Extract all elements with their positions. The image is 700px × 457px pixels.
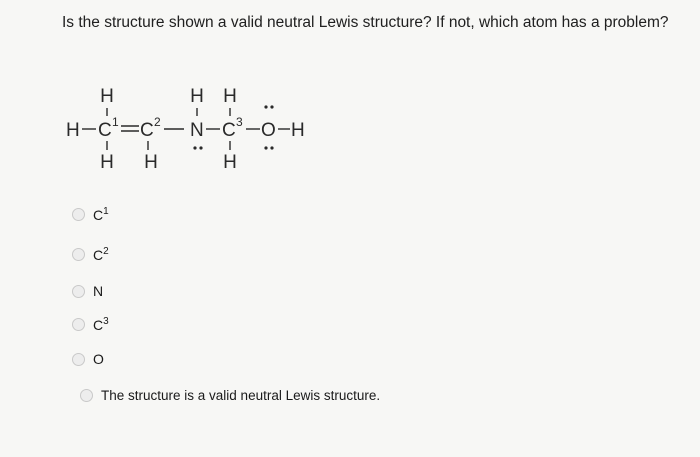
lewis-structure xyxy=(60,80,330,180)
atom-n: N xyxy=(190,120,204,141)
option-c3[interactable] xyxy=(72,316,109,333)
bottom-hydrogen-c1: H xyxy=(100,152,114,173)
radio-button[interactable] xyxy=(72,285,85,298)
option-label: $C^1$ xyxy=(93,206,109,223)
atom-o: O xyxy=(261,120,276,141)
top-hydrogen-c3: H xyxy=(223,86,237,107)
option-label: $C^3$ xyxy=(93,316,109,333)
atom-c1: C xyxy=(98,120,112,141)
lone-pair-o-top xyxy=(264,105,273,108)
radio-button[interactable] xyxy=(72,318,85,331)
radio-button[interactable] xyxy=(80,389,93,402)
atom-c2-number: 2 xyxy=(154,115,161,129)
bottom-hydrogen-c3: H xyxy=(223,152,237,173)
bottom-hydrogen-c2: H xyxy=(144,152,158,173)
option-n[interactable] xyxy=(72,283,103,299)
option-label: The structure is a valid neutral Lewis structure. xyxy=(101,388,381,403)
top-hydrogen-n: H xyxy=(190,86,204,107)
lewis-structure-drawing xyxy=(60,80,330,180)
question-text: Is the structure shown a valid neutral Lewis structure? If not, which atom has a problem? xyxy=(62,14,669,31)
lone-pair-o-bottom xyxy=(264,146,273,149)
hydrogen-left: H xyxy=(66,120,80,141)
top-hydrogen-c1: H xyxy=(100,86,114,107)
radio-button[interactable] xyxy=(72,353,85,366)
option-c1[interactable] xyxy=(72,206,109,223)
option-o[interactable] xyxy=(72,351,104,367)
atom-c1-number: 1 xyxy=(112,115,119,129)
option-c2[interactable] xyxy=(72,246,109,263)
atom-c3-number: 3 xyxy=(236,115,243,129)
radio-button[interactable] xyxy=(72,208,85,221)
option-valid-structure[interactable] xyxy=(80,388,380,403)
atom-c2: C xyxy=(140,120,154,141)
option-label: N xyxy=(93,283,104,299)
option-label: $C^2$ xyxy=(93,246,109,263)
lone-pair-n-bottom xyxy=(193,146,202,149)
hydrogen-right: H xyxy=(291,120,305,141)
option-label: O xyxy=(93,351,104,367)
atom-c3: C xyxy=(222,120,236,141)
radio-button[interactable] xyxy=(72,248,85,261)
